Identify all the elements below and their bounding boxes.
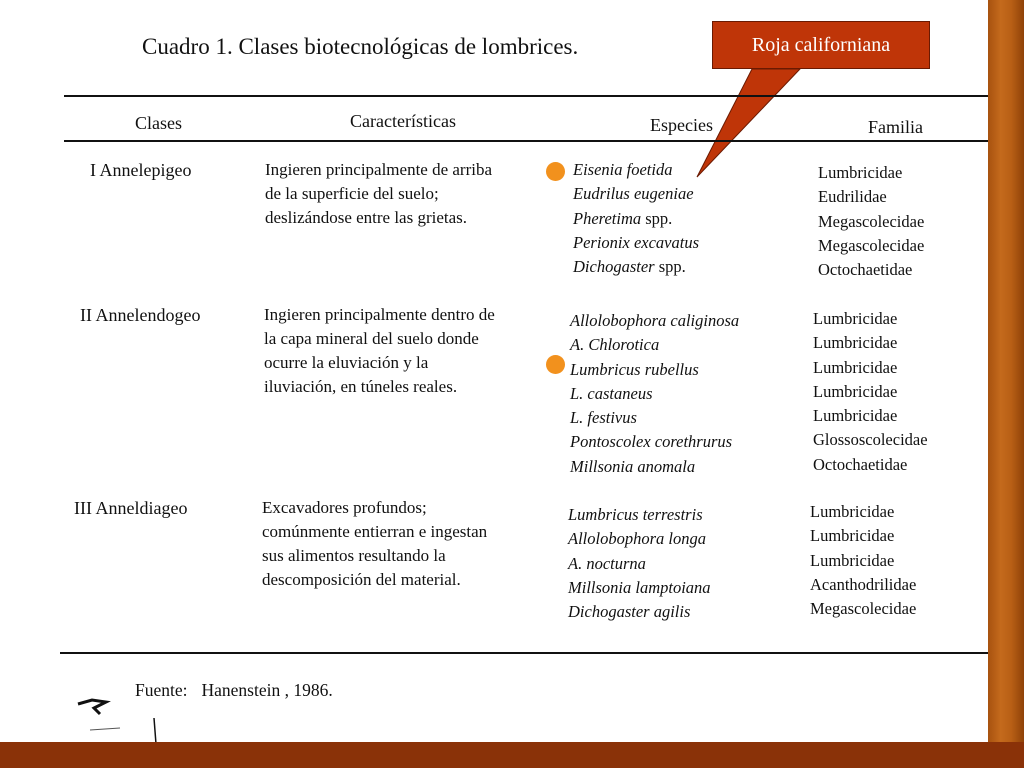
- familia-item: Megascolecidae: [810, 599, 917, 619]
- desc-line: sus alimentos resultando la: [262, 546, 446, 565]
- slide-bottom-border: [0, 742, 1024, 768]
- species-item: Allolobophora longa: [568, 529, 706, 549]
- marker-dot-eisenia: [546, 162, 565, 181]
- desc-line: iluviación, en túneles reales.: [264, 377, 458, 396]
- familia-item: Lumbricidae: [810, 550, 895, 570]
- header-familia: Familia: [868, 117, 923, 137]
- species-item: Allolobophora caliginosa: [570, 311, 740, 330]
- desc-line: de la superficie del suelo;: [265, 184, 439, 203]
- row-3-especies: [568, 503, 711, 624]
- species-item: Pontoscolex corethrurus: [570, 432, 733, 452]
- row-2-caracteristicas: [264, 303, 495, 399]
- desc-line: deslizándose entre las grietas.: [265, 208, 468, 227]
- table-title: Cuadro 1. Clases biotecnológicas de lombrices.: [142, 34, 579, 59]
- familia-item: Octochaetidae: [818, 260, 913, 280]
- familia-item: Megascolecidae: [818, 211, 925, 231]
- species-item: L. castaneus: [570, 383, 653, 403]
- row-2-clase: II Annelendogeo: [80, 305, 201, 325]
- header-especies: Especies: [650, 115, 713, 135]
- row-2-familia: [813, 307, 928, 477]
- species-item: Eudrilus eugeniae: [573, 184, 694, 204]
- familia-item: Octochaetidae: [813, 454, 908, 474]
- familia-item: Acanthodrilidae: [810, 574, 917, 594]
- top-rule: [64, 95, 988, 97]
- header-rule: [64, 140, 988, 142]
- source-label: Fuente:: [135, 680, 188, 700]
- slide-right-border: [988, 0, 1024, 768]
- familia-item: Lumbricidae: [818, 163, 903, 182]
- species-item: Dichogaster spp.: [573, 257, 686, 277]
- species-item: A. Chlorotica: [570, 335, 660, 355]
- desc-line: descomposición del material.: [262, 570, 461, 589]
- row-1-clase: I Annelepigeo: [90, 160, 192, 180]
- header-caracteristicas: Características: [350, 111, 456, 131]
- species-item: Millsonia anomala: [570, 456, 696, 476]
- familia-item: Megascolecidae: [818, 235, 925, 255]
- species-item: Lumbricus rubellus: [570, 359, 699, 379]
- callout-label: Roja californiana: [712, 21, 930, 69]
- row-3-familia: [810, 500, 916, 621]
- desc-line: la capa mineral del suelo donde: [264, 329, 479, 348]
- species-item: Millsonia lamptoiana: [568, 577, 711, 597]
- species-item: Lumbricus terrestris: [568, 505, 703, 524]
- row-3-clase: III Anneldiageo: [74, 498, 188, 518]
- row-1-especies: [573, 158, 699, 279]
- familia-item: Lumbricidae: [813, 309, 898, 328]
- row-1-familia: [818, 161, 924, 282]
- familia-item: Lumbricidae: [813, 333, 898, 353]
- row-2-especies: [570, 309, 739, 479]
- species-item: A. nocturna: [568, 553, 646, 573]
- species-item: Eisenia foetida: [573, 160, 673, 179]
- source-author: Hanenstein , 1986.: [201, 680, 333, 700]
- familia-item: Glossoscolecidae: [813, 430, 928, 450]
- familia-item: Lumbricidae: [810, 502, 895, 521]
- familia-item: Lumbricidae: [813, 406, 898, 426]
- species-item: Perionix excavatus: [573, 232, 699, 252]
- species-item: L. festivus: [570, 408, 637, 428]
- desc-line: Ingieren principalmente dentro de: [264, 305, 495, 324]
- row-1-caracteristicas: [265, 158, 492, 230]
- species-item: Pheretima spp.: [573, 208, 673, 228]
- bottom-rule: [60, 652, 988, 654]
- familia-item: Lumbricidae: [813, 357, 898, 377]
- species-item: Dichogaster agilis: [568, 602, 691, 622]
- marker-dot-lumbricus-rubellus: [546, 355, 565, 374]
- scan-mark: [70, 690, 170, 746]
- desc-line: Ingieren principalmente de arriba: [265, 160, 493, 179]
- row-3-caracteristicas: [262, 496, 487, 592]
- header-clases: Clases: [135, 113, 182, 133]
- desc-line: ocurre la eluviación y la: [264, 353, 429, 372]
- familia-item: Lumbricidae: [810, 526, 895, 546]
- familia-item: Eudrilidae: [818, 187, 887, 207]
- desc-line: Excavadores profundos;: [262, 498, 427, 517]
- familia-item: Lumbricidae: [813, 381, 898, 401]
- desc-line: comúnmente entierran e ingestan: [262, 522, 488, 541]
